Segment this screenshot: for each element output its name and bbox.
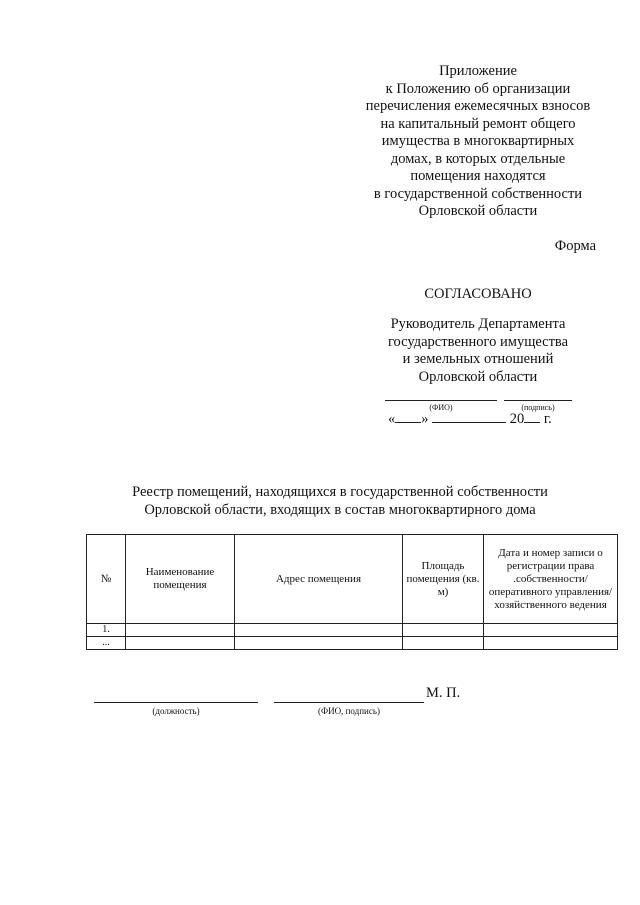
register-title-line: Орловской области, входящих в состав многоквартирного дома: [144, 502, 536, 518]
table-cell: ...: [87, 637, 126, 650]
table-cell: [403, 637, 484, 650]
approver-line: государственного имущества: [387, 333, 569, 350]
year-prefix: 20: [509, 411, 525, 427]
registry-table: [86, 534, 618, 650]
table-header-row: [87, 535, 618, 624]
appendix-line: имущества в многоквартирных: [381, 133, 575, 149]
appendix-line: Орловской области: [418, 203, 538, 219]
signature-caption: (подпись): [521, 403, 555, 412]
column-header-name: Наименование помещения: [126, 535, 235, 624]
approval-date-line: [388, 411, 552, 428]
fio-caption: (ФИО): [429, 403, 453, 412]
column-header-address: Адрес помещения: [235, 535, 403, 624]
day-blank: [395, 411, 421, 423]
fio-signature-footer-line: [274, 702, 424, 703]
appendix-line: Приложение: [439, 63, 517, 79]
approver-line: Руководитель Департамента: [390, 316, 566, 332]
table-cell: [484, 637, 618, 650]
table-cell: [126, 637, 235, 650]
appendix-line: на капитальный ремонт общего: [380, 115, 576, 132]
register-title-line: Реестр помещений, находящихся в государственной собственности: [132, 484, 548, 500]
year-suffix: г.: [543, 411, 552, 427]
form-label: Форма: [554, 238, 596, 254]
column-header-registration: Дата и номер записи о регистрации права .собственности/ оперативного управления/ хозяйственного ведения: [484, 535, 618, 624]
approver-line: Орловской области: [418, 368, 538, 385]
appendix-line: помещения находятся: [410, 168, 546, 184]
approver-signature-line: [504, 400, 572, 401]
table-cell: [235, 637, 403, 650]
date-close-quote: »: [421, 411, 429, 427]
appendix-line: домах, в которых отдельные: [390, 150, 566, 167]
register-title: [60, 483, 620, 519]
month-blank: [432, 411, 506, 423]
fio-signature-caption: (ФИО, подпись): [318, 706, 380, 716]
approval-heading: СОГЛАСОВАНО: [424, 286, 532, 302]
appendix-line: перечисления ежемесячных взносов: [365, 98, 591, 114]
year-blank: [524, 411, 540, 423]
column-header-number: №: [87, 535, 126, 624]
approver-block: [340, 316, 616, 386]
stamp-label: М. П.: [426, 685, 461, 701]
table-cell: [235, 624, 403, 637]
table-cell: [126, 624, 235, 637]
appendix-header: [340, 63, 616, 221]
column-header-area: Площадь помещения (кв. м): [403, 535, 484, 624]
appendix-line: в государственной собственности: [373, 185, 583, 202]
table-cell: [403, 624, 484, 637]
table-row: [87, 637, 618, 650]
appendix-line: к Положению об организации: [385, 80, 571, 97]
table-cell: [484, 624, 618, 637]
fio-signature-line: [385, 400, 497, 401]
table-cell: 1.: [87, 624, 126, 637]
approver-line: и земельных отношений: [402, 351, 554, 367]
date-open-quote: «: [388, 411, 396, 427]
position-caption: (должность): [152, 706, 200, 716]
table-row: [87, 624, 618, 637]
position-signature-line: [94, 702, 258, 703]
